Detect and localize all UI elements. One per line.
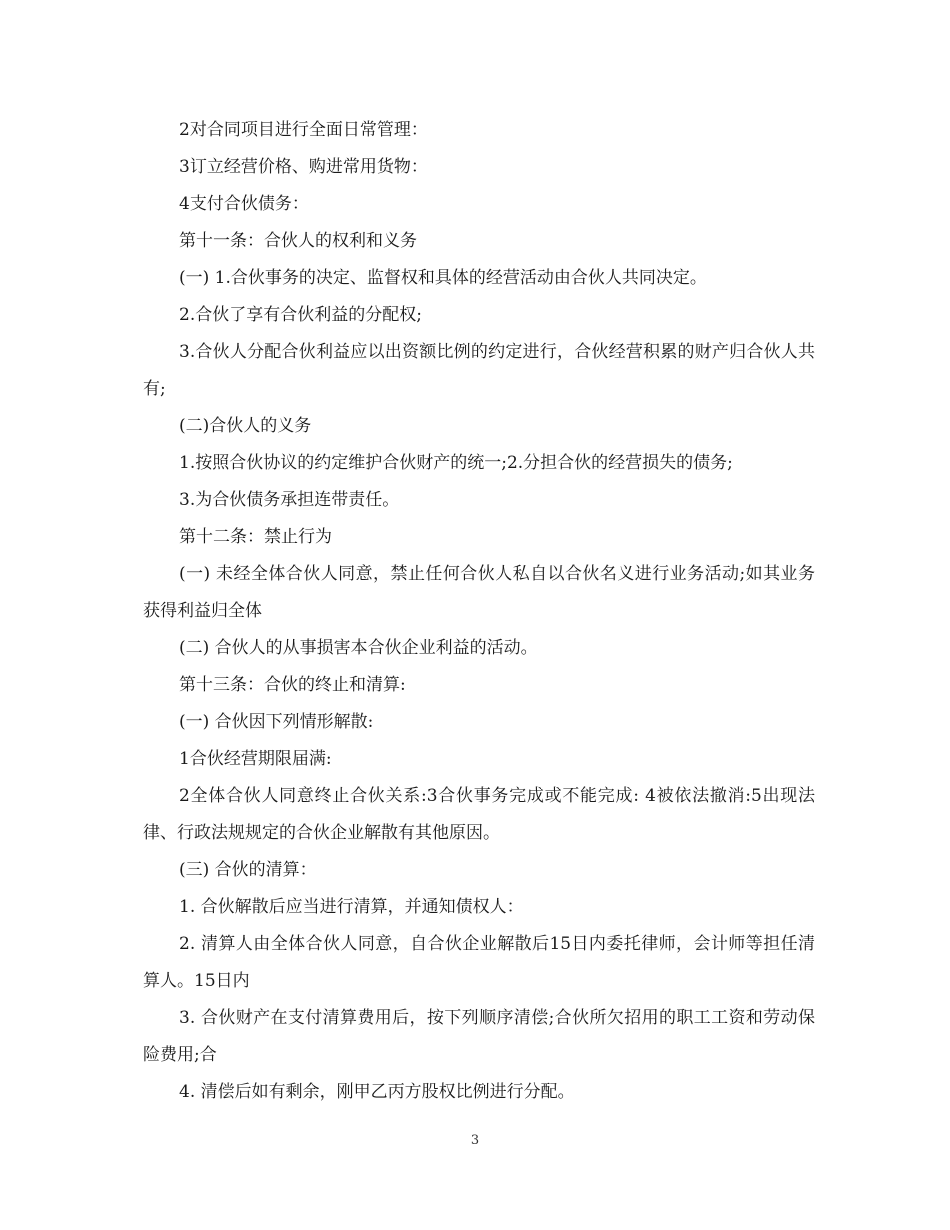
paragraph: 3.为合伙债务承担连带责任。 bbox=[179, 490, 400, 510]
paragraph: 2对合同项目进行全面日常管理： bbox=[179, 120, 428, 140]
paragraph: 4. 清偿后如有剩余，刚甲乙丙方股权比例进行分配。 bbox=[179, 1082, 575, 1102]
paragraph: (一) 1.合伙事务的决定、监督权和具体的经营活动由合伙人共同决定。 bbox=[179, 268, 707, 288]
subsection-heading: (三) 合伙的清算： bbox=[179, 860, 317, 880]
paragraph: (二) 合伙人的从事损害本合伙企业利益的活动。 bbox=[179, 638, 538, 658]
paragraph: 2.合伙了享有合伙利益的分配权; bbox=[179, 305, 422, 325]
document-body bbox=[143, 112, 815, 1111]
paragraph: 3.合伙人分配合伙利益应以出资额比例的约定进行，合伙经营积累的财产归合伙人共有; bbox=[143, 342, 815, 399]
section-heading: 第十二条：禁止行为 bbox=[179, 527, 332, 547]
page-number: 3 bbox=[470, 1133, 480, 1148]
section-heading: 第十一条：合伙人的权利和义务 bbox=[179, 231, 417, 251]
paragraph: (一) 合伙因下列情形解散: bbox=[179, 712, 374, 732]
paragraph: 3. 合伙财产在支付清算费用后，按下列顺序清偿;合伙所欠招用的职工工资和劳动保险费用;合 bbox=[143, 1008, 815, 1065]
paragraph: 4支付合伙债务： bbox=[179, 194, 309, 214]
subsection-heading: (二)合伙人的义务 bbox=[179, 416, 312, 436]
paragraph: 1. 合伙解散后应当进行清算，并通知债权人： bbox=[179, 897, 524, 917]
section-heading: 第十三条：合伙的终止和清算: bbox=[179, 675, 406, 695]
paragraph: 1.按照合伙协议的约定维护合伙财产的统一;2.分担合伙的经营损失的债务; bbox=[179, 453, 733, 473]
paragraph: 3订立经营价格、购进常用货物： bbox=[179, 157, 428, 177]
paragraph: 2全体合伙人同意终止合伙关系:3合伙事务完成或不能完成: 4被依法撤消:5出现法律、行政法规规定的合伙企业解散有其他原因。 bbox=[143, 786, 815, 843]
paragraph: (一) 未经全体合伙人同意，禁止任何合伙人私自以合伙名义进行业务活动;如其业务获得利益归全体 bbox=[143, 564, 815, 621]
paragraph: 1合伙经营期限届满: bbox=[179, 749, 332, 769]
paragraph: 2. 清算人由全体合伙人同意，自合伙企业解散后15日内委托律师，会计师等担任清算人。15日内 bbox=[143, 934, 815, 991]
